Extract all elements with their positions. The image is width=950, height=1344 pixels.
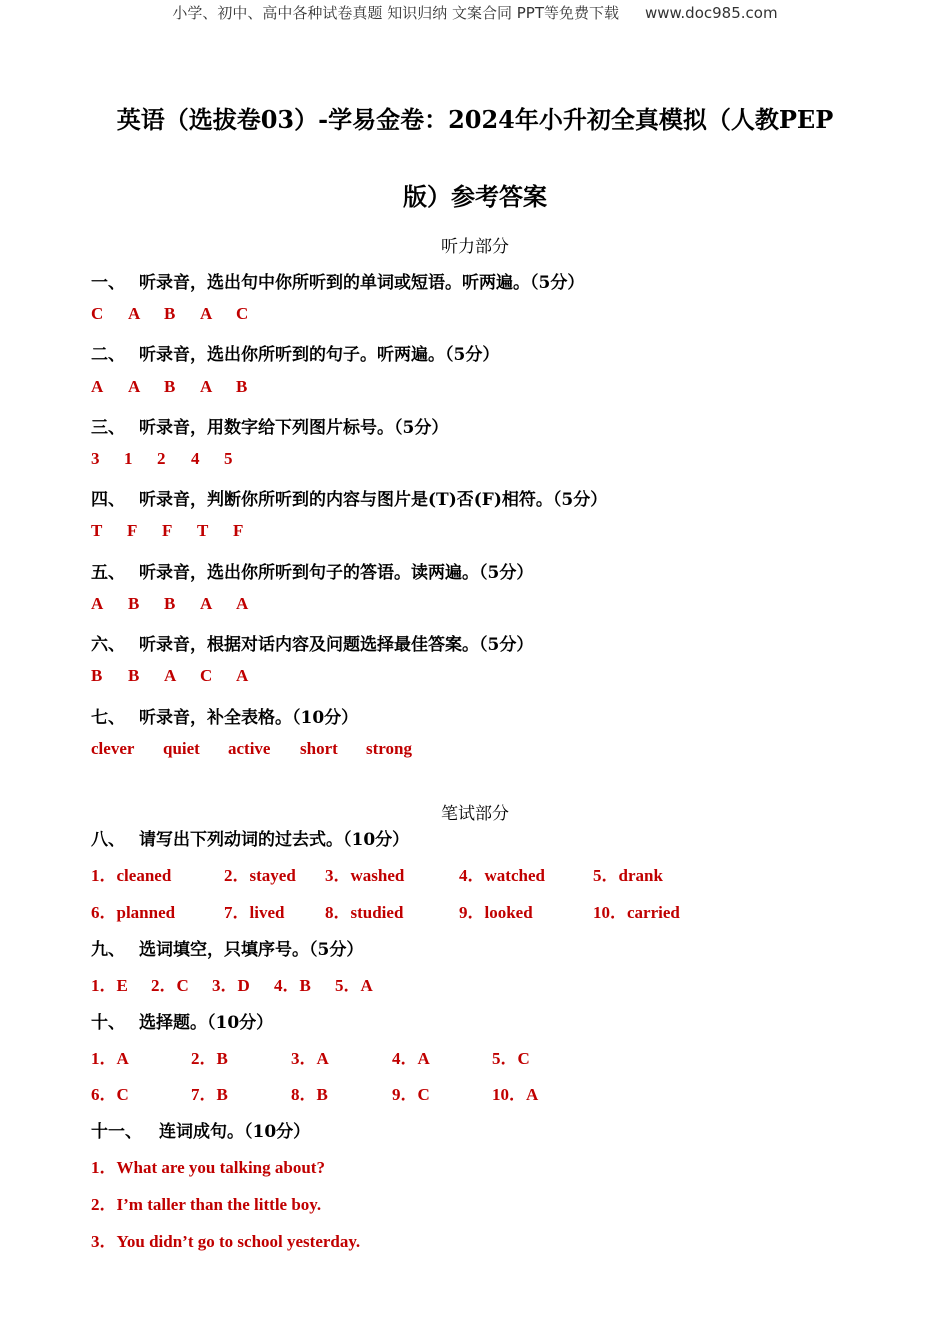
question-4 bbox=[91, 485, 607, 510]
answer: 5．C bbox=[492, 1049, 530, 1068]
question-10 bbox=[91, 1008, 273, 1033]
answer: A bbox=[236, 666, 249, 685]
question-7 bbox=[91, 703, 358, 728]
question-text: 听录音，判断你所听到的内容与图片是(T)否(F)相符。（5分） bbox=[139, 490, 608, 510]
answer: 10．carried bbox=[593, 903, 680, 922]
answer: 3．washed bbox=[325, 866, 405, 885]
answer: 2．C bbox=[151, 976, 189, 995]
answer: 10．A bbox=[492, 1085, 539, 1104]
question-8 bbox=[91, 825, 409, 850]
answer: 8．studied bbox=[325, 903, 404, 922]
question-text: 选词填空，只填序号。（5分） bbox=[139, 940, 364, 960]
question-text: 听录音，选出你所听到的句子。听两遍。（5分） bbox=[139, 345, 500, 365]
answer: 7．lived bbox=[224, 903, 285, 922]
question-text: 听录音，根据对话内容及问题选择最佳答案。（5分） bbox=[139, 635, 534, 655]
answer: 3．You didn’t go to school yesterday. bbox=[91, 1232, 361, 1251]
question-number: 八、 bbox=[91, 830, 125, 850]
answer: 2．I’m taller than the little boy. bbox=[91, 1195, 322, 1214]
answer: 3 bbox=[91, 449, 100, 468]
answer: F bbox=[162, 521, 173, 540]
answer: 2 bbox=[157, 449, 166, 468]
question-text: 听录音，选出你所听到句子的答语。读两遍。（5分） bbox=[139, 563, 534, 583]
answer: C bbox=[91, 304, 104, 323]
answer: 3．A bbox=[291, 1049, 329, 1068]
answer: A bbox=[91, 377, 104, 396]
answer: B bbox=[164, 594, 176, 613]
answer: C bbox=[236, 304, 249, 323]
answer: 7．B bbox=[191, 1085, 228, 1104]
question-2 bbox=[91, 340, 499, 365]
page-title-line2: 版）参考答案 bbox=[403, 182, 547, 211]
answer: B bbox=[236, 377, 248, 396]
answer: A bbox=[164, 666, 177, 685]
answer: C bbox=[200, 666, 213, 685]
answer: 4．watched bbox=[459, 866, 545, 885]
written-heading: 笔试部分 bbox=[441, 804, 509, 824]
answer: T bbox=[91, 521, 103, 540]
answer: B bbox=[91, 666, 103, 685]
top-banner bbox=[0, 2, 950, 23]
question-number: 七、 bbox=[91, 708, 125, 728]
question-11 bbox=[91, 1117, 310, 1142]
answer: A bbox=[91, 594, 104, 613]
question-1 bbox=[91, 268, 584, 293]
question-text: 连词成句。（10分） bbox=[159, 1122, 311, 1142]
answer: 1．What are you talking about? bbox=[91, 1158, 325, 1177]
answer: strong bbox=[366, 739, 412, 758]
answer: 2．B bbox=[191, 1049, 228, 1068]
answer: A bbox=[200, 304, 213, 323]
answer: B bbox=[164, 377, 176, 396]
banner-text: 小学、初中、高中各种试卷真题 知识归纳 文案合同 PPT等免费下载 bbox=[172, 4, 619, 22]
answer: 6．planned bbox=[91, 903, 176, 922]
answer: 8．B bbox=[291, 1085, 328, 1104]
question-number: 六、 bbox=[91, 635, 125, 655]
answer: active bbox=[228, 739, 271, 758]
answer: A bbox=[200, 594, 213, 613]
answer: 3．D bbox=[212, 976, 250, 995]
answer: A bbox=[128, 304, 141, 323]
answer: quiet bbox=[163, 739, 200, 758]
listening-heading: 听力部分 bbox=[441, 237, 509, 257]
answer: T bbox=[197, 521, 209, 540]
question-number: 一、 bbox=[91, 273, 125, 293]
answer: 5．drank bbox=[593, 866, 663, 885]
question-number: 五、 bbox=[91, 563, 125, 583]
question-text: 请写出下列动词的过去式。（10分） bbox=[139, 830, 410, 850]
question-number: 四、 bbox=[91, 490, 125, 510]
question-text: 听录音，补全表格。（10分） bbox=[139, 708, 359, 728]
answer: B bbox=[164, 304, 176, 323]
answer: 1 bbox=[124, 449, 133, 468]
answer: A bbox=[236, 594, 249, 613]
question-9 bbox=[91, 935, 363, 960]
answer: clever bbox=[91, 739, 135, 758]
question-text: 听录音，选出句中你所听到的单词或短语。听两遍。（5分） bbox=[139, 273, 585, 293]
question-text: 听录音，用数字给下列图片标号。（5分） bbox=[139, 418, 449, 438]
answer: 4 bbox=[191, 449, 200, 468]
answer: 5 bbox=[224, 449, 233, 468]
question-3 bbox=[91, 413, 448, 438]
answer: A bbox=[128, 377, 141, 396]
answer: 4．B bbox=[274, 976, 311, 995]
answer: 5．A bbox=[335, 976, 373, 995]
question-text: 选择题。（10分） bbox=[139, 1013, 274, 1033]
question-5 bbox=[91, 558, 533, 583]
answer: 1．E bbox=[91, 976, 128, 995]
answer: 6．C bbox=[91, 1085, 129, 1104]
question-number: 十、 bbox=[91, 1013, 125, 1033]
answer: short bbox=[300, 739, 338, 758]
answer: 1．A bbox=[91, 1049, 129, 1068]
answer: A bbox=[200, 377, 213, 396]
answer: 1．cleaned bbox=[91, 866, 172, 885]
question-number: 九、 bbox=[91, 940, 125, 960]
question-number: 三、 bbox=[91, 418, 125, 438]
answer: 9．C bbox=[392, 1085, 430, 1104]
question-number: 十一、 bbox=[91, 1122, 142, 1142]
answer: 9．looked bbox=[459, 903, 533, 922]
answer: B bbox=[128, 594, 140, 613]
page-title-line1: 英语（选拔卷03）-学易金卷：2024年小升初全真模拟（人教PEP bbox=[116, 105, 834, 134]
answer: 4．A bbox=[392, 1049, 430, 1068]
answer: B bbox=[128, 666, 140, 685]
answer: 2．stayed bbox=[224, 866, 296, 885]
question-number: 二、 bbox=[91, 345, 125, 365]
banner-url[interactable]: www.doc985.com bbox=[644, 4, 778, 22]
answer: F bbox=[233, 521, 244, 540]
answer: F bbox=[127, 521, 138, 540]
question-6 bbox=[91, 630, 533, 655]
